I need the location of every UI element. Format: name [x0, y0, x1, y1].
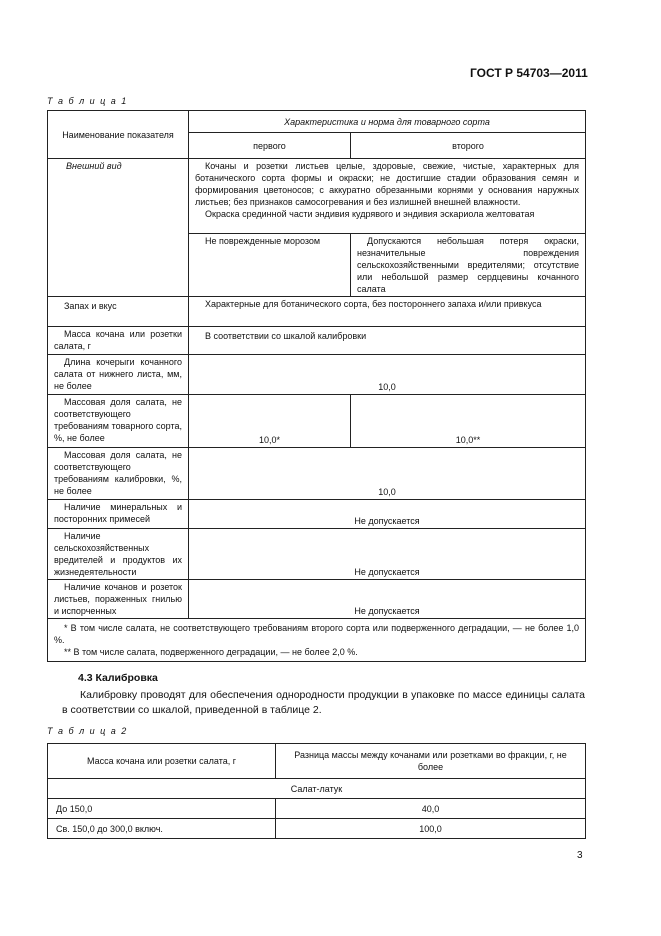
table1-caption: Т а б л и ц а 1 — [47, 96, 128, 106]
appearance-first-grade: Не поврежденные морозом — [189, 234, 351, 297]
group-lettuce: Салат-латук — [48, 779, 586, 799]
row-mass-cell: До 150,0 — [48, 799, 276, 819]
row-mass-cell: Св. 150,0 до 300,0 включ. — [48, 819, 276, 839]
document-code: ГОСТ Р 54703—2011 — [470, 66, 588, 80]
section-heading: 4.3 Калибровка — [78, 672, 158, 684]
page-number: 3 — [577, 850, 583, 861]
header-second-grade: второго — [351, 133, 586, 159]
row-stalk-name: Длина кочерыги кочанного салата от нижнего листа, мм, не более — [48, 355, 189, 395]
appearance-second-grade: Допускаются небольшая потеря окраски, незначительные повреждения сельскохозяйственными вредителями; отсутствие или небольшой размер сердцевины кочанного салата — [351, 234, 586, 297]
row-minerals-value: Не допускается — [189, 500, 586, 529]
section-paragraph: Калибровку проводят для обеспечения однородности продукции в упаковке по массе единицы салата в соответствии со шкалой, приведенной в таблице 2. — [62, 689, 585, 716]
quality-table — [47, 110, 586, 662]
row-smell-name: Запах и вкус — [48, 297, 189, 327]
row-pests-name: Наличие сельскохозяйственных вредителей и продуктов их жизнедеятельности — [48, 529, 189, 580]
row-share-calib-name: Массовая доля салата, не соответствующего требованиям калибровки, %, не более — [48, 448, 189, 500]
row-diff-cell: 40,0 — [276, 799, 586, 819]
table1-footnotes — [48, 619, 586, 662]
row-smell-value: Характерные для ботанического сорта, без постороннего запаха и/или привкуса — [189, 297, 586, 327]
appearance-text-2: Окраска срединной части эндивия кудрявого и эндивия эскариола желтоватая — [205, 209, 535, 219]
row-appearance-common — [189, 159, 586, 234]
row-share-grade-first: 10,0* — [189, 395, 351, 448]
footnote-1: * В том числе салата, не соответствующего требованиям второго сорта или подверженного деградации, — не более 1,0 %. — [54, 623, 580, 645]
table2-caption: Т а б л и ц а 2 — [47, 726, 128, 736]
row-appearance-name: Внешний вид — [48, 159, 189, 297]
appearance-text-1: Кочаны и розетки листьев целые, здоровые, свежие, чистые, характерных для ботанического сорта формы и окраски; не достигшие стадии образования семян и формирования цветоносов; с аккуратно обрезанными корнями у основания наружных листьев; без признаков самосогревания и без излишней внешней влажности. — [195, 161, 580, 207]
calibration-table — [47, 743, 586, 839]
row-share-calib-value: 10,0 — [189, 448, 586, 500]
header-mass: Масса кочана или розетки салата, г — [48, 744, 276, 779]
footnote-2: ** В том числе салата, подверженного деградации, — не более 2,0 %. — [64, 647, 358, 657]
row-stalk-value: 10,0 — [189, 355, 586, 395]
header-diff: Разница массы между кочанами или розетками во фракции, г, не более — [276, 744, 586, 779]
table-row — [48, 819, 586, 839]
row-mass-name: Масса кочана или розетки салата, г — [48, 327, 189, 355]
row-rotten-value: Не допускается — [189, 580, 586, 619]
header-characteristic: Характеристика и норма для товарного сорта — [189, 111, 586, 133]
row-diff-cell: 100,0 — [276, 819, 586, 839]
row-minerals-name: Наличие минеральных и посторонних примесей — [48, 500, 189, 529]
table-row — [48, 799, 586, 819]
row-rotten-name: Наличие кочанов и розеток листьев, пораженных гнилью и испорченных — [48, 580, 189, 619]
row-mass-value: В соответствии со шкалой калибровки — [189, 327, 586, 355]
row-share-grade-name: Массовая доля салата, не соответствующего требованиям товарного сорта, %, не более — [48, 395, 189, 448]
header-indicator-name: Наименование показателя — [48, 111, 189, 159]
header-first-grade: первого — [189, 133, 351, 159]
row-share-grade-second: 10,0** — [351, 395, 586, 448]
row-pests-value: Не допускается — [189, 529, 586, 580]
